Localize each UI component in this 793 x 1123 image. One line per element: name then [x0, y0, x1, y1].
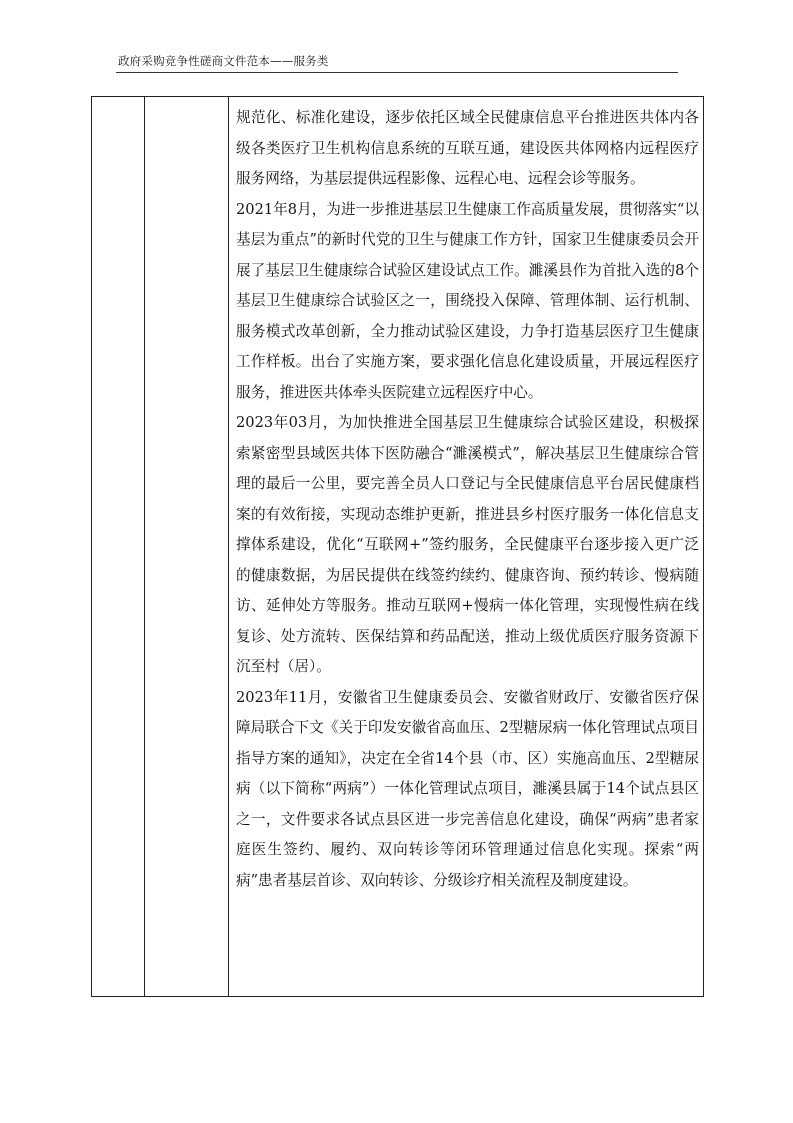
header-rule [116, 72, 678, 73]
page-header-title: 政府采购竞争性磋商文件范本——服务类 [118, 54, 329, 68]
paragraph-4: 2023年11月，安徽省卫生健康委员会、安徽省财政厅、安徽省医疗保障局联合下文《关于印发安徽省高血压、2型糖尿病一体化管理试点项目指导方案的通知》，决定在全省14个县（市、区）实施高血压、2型糖尿病（以下简称“两病”）一体化管理试点项目，濉溪县属于14个试点县区之一，文件要求各试点县区进一步完善信息化建设，确保“两病”患者家庭医生签约、履约、双向转诊等闭环管理通过信息化实现。探索“两病”患者基层首诊、双向转诊、分级诊疗相关流程及制度建设。 [236, 688, 699, 889]
paragraph-2: 2021年8月，为进一步推进基层卫生健康工作高质量发展，贯彻落实“以基层为重点”的新时代党的卫生与健康工作方针，国家卫生健康委员会开展了基层卫生健康综合试验区建设试点工作。濉溪县作为首批入选的8个基层卫生健康综合试验区之一，围绕投入保障、管理体制、运行机制、服务模式改革创新，全力推动试验区建设，力争打造基层医疗卫生健康工作样板。出台了实施方案，要求强化信息化建设质量，开展远程医疗服务，推进医共体牵头医院建立远程医疗中心。 [236, 200, 699, 401]
document-table [91, 96, 704, 997]
paragraph-1: 规范化、标准化建设，逐步依托区域全民健康信息平台推进医共体内各级各类医疗卫生机构信息系统的互联互通，建设医共体网格内远程医疗服务网络，为基层提供远程影像、远程心电、远程会诊等服务。 [236, 109, 699, 187]
paragraph-3: 2023年03月，为加快推进全国基层卫生健康综合试验区建设，积极探索紧密型县域医共体下医防融合“濉溪模式”，解决基层卫生健康综合管理的最后一公里，要完善全员人口登记与全民健康信息平台居民健康档案的有效衔接，实现动态维护更新，推进县乡村医疗服务一体化信息支撑体系建设，优化“互联网+”签约服务，全民健康平台逐步接入更广泛的健康数据，为居民提供在线签约续约、健康咨询、预约转诊、慢病随访、延伸处方等服务。推动互联网+慢病一体化管理，实现慢性病在线复诊、处方流转、医保结算和药品配送，推动上级优质医疗服务资源下沉至村（居）。 [236, 414, 699, 675]
table-content-cell [229, 97, 703, 996]
column-divider-1 [144, 97, 145, 996]
